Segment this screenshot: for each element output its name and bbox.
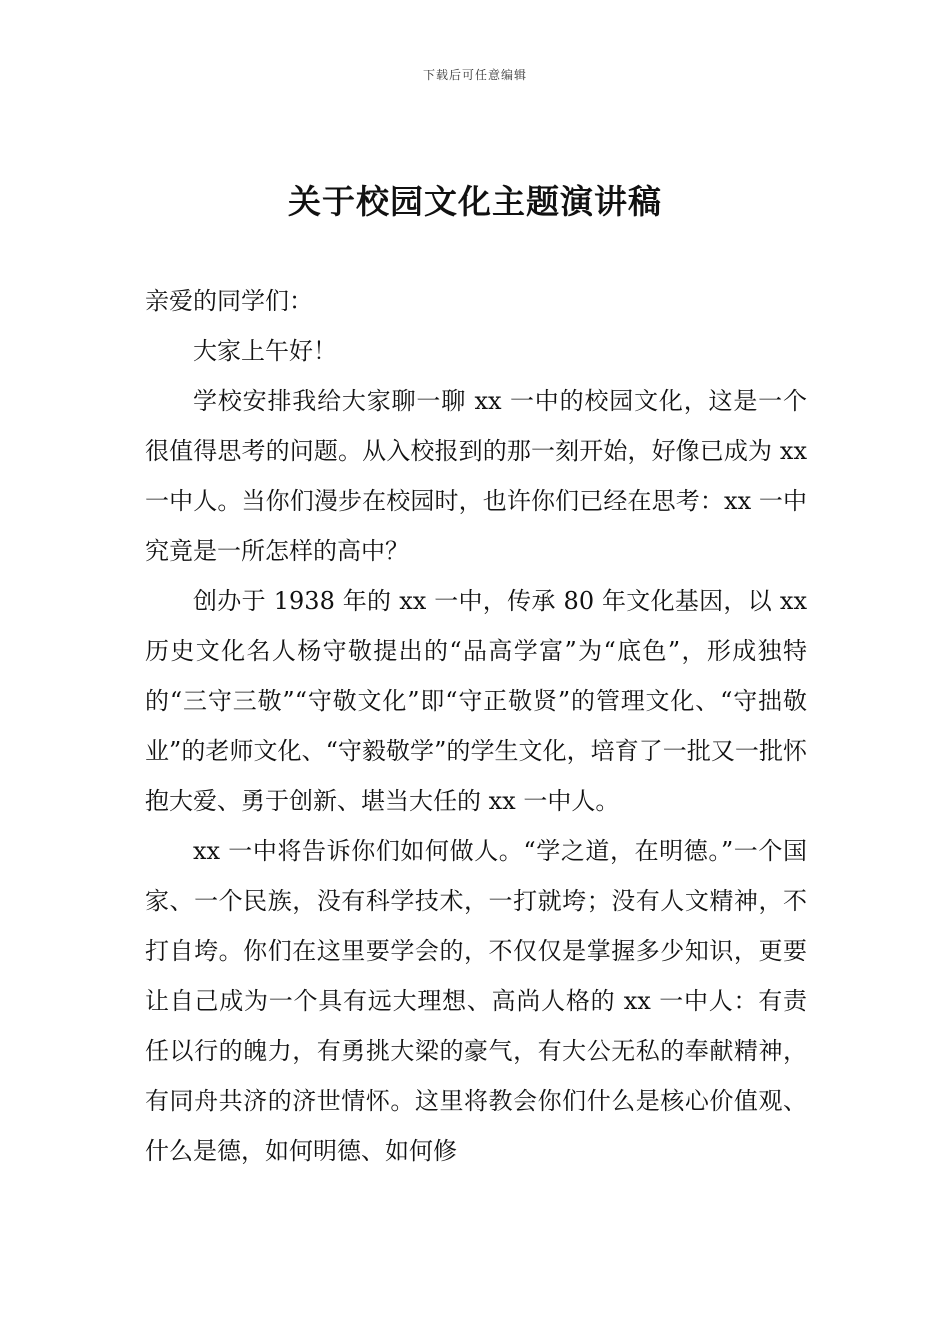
paragraph-character: xx 一中将告诉你们如何做人。“学之道，在明德。”一个国家、一个民族，没有科学技术，一打就垮；没有人文精神，不打自垮。你们在这里要学会的，不仅仅是掌握多少知识，更要让自己成为一个具有远大理想、高尚人格的 xx 一中人：有责任以行的魄力，有勇挑大梁的豪气，有大公无私的奉献精神，有同舟共济的济世情怀。这里将教会你们什么是核心价值观、什么是德，如何明德、如何修 <box>145 837 807 1165</box>
document-title: 关于校园文化主题演讲稿 <box>288 182 662 221</box>
salutation: 亲爱的同学们： <box>145 287 313 315</box>
paragraph-history: 创办于 1938 年的 xx 一中，传承 80 年文化基因，以 xx 历史文化名人杨守敬提出的“品高学富”为“底色”，形成独特的“三守三敬”“守敬文化”即“守正敬贤”的管理文化、“守拙敬业”的老师文化、“守毅敬学”的学生文化，培育了一批又一批怀抱大爱、勇于创新、堪当大任的 xx 一中人。 <box>145 587 807 815</box>
header-note: 下载后可任意编辑 <box>422 68 527 82</box>
paragraph-greeting: 大家上午好！ <box>193 337 337 365</box>
paragraph-intro: 学校安排我给大家聊一聊 xx 一中的校园文化，这是一个很值得思考的问题。从入校报到的那一刻开始，好像已成为 xx 一中人。当你们漫步在校园时，也许你们已经在思考：xx 一中究竟是一所怎样的高中？ <box>145 387 807 565</box>
document-body <box>145 276 807 1176</box>
